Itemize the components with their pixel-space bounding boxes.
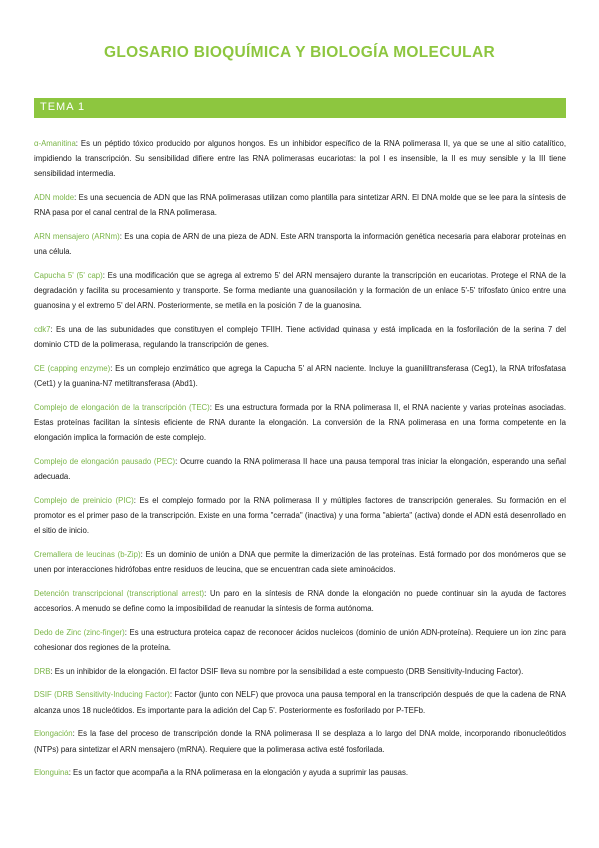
section-banner	[34, 98, 566, 118]
glossary-entry	[34, 322, 566, 352]
glossary-definition: : Es el complejo formado por la RNA polimerasa II y múltiples factores de transcripción generales. Su formación en el promotor es el primer paso de la transcripción. Existe en una forma "cerrada" (inactiva) y una forma "abierta" (activa) donde el ADN está desenrollado en el sitio de inicio.	[34, 495, 566, 536]
glossary-entry	[34, 361, 566, 391]
glossary-entry	[34, 664, 566, 679]
glossary-term: Complejo de elongación de la transcripción (TEC)	[34, 402, 210, 412]
glossary-term: CE (capping enzyme)	[34, 363, 111, 373]
glossary-entry	[34, 400, 566, 446]
glossary-term: Cremallera de leucinas (b-Zip)	[34, 549, 141, 559]
glossary-term: α-Amanitina	[34, 139, 76, 148]
glossary-definition: : Factor (junto con NELF) que provoca una pausa temporal en la transcripción después de que la cadena de RNA alcanza unos 18 nucleótidos. Es importante para la adición del Cap 5'. Posteriormente es fosforilado por P-TEFb.	[34, 690, 566, 715]
glossary-definition: : Ocurre cuando la RNA polimerasa II hace una pausa temporal tras iniciar la elongación, esperando una señal adecuada.	[34, 456, 566, 482]
glossary-entry	[34, 687, 566, 717]
glossary-definition: : Es una copia de ARN de una pieza de ADN. Este ARN transporta la información genética necesaria para elaborar proteínas en una célula.	[34, 232, 566, 257]
glossary-list	[34, 136, 566, 789]
glossary-term: Detención transcripcional (transcriptional arrest)	[34, 588, 205, 598]
glossary-term: ARN mensajero (ARNm)	[34, 232, 120, 242]
glossary-entry	[34, 547, 566, 577]
glossary-definition: : Es la fase del proceso de transcripción donde la RNA polimerasa II se desplaza a lo largo del DNA molde, incorporando ribonucleótidos (NTPs) para sintetizar el ARN mensajero (mRNA). Requiere que la polimerasa activa esté fosforilada.	[34, 729, 566, 754]
glossary-definition: : Un paro en la síntesis de RNA donde la elongación no puede continuar sin la ayuda de factores accesorios. A menudo se define como la imposibilidad de reanudar la síntesis de forma autónoma.	[34, 588, 566, 614]
glossary-entry	[34, 765, 566, 780]
glossary-term: Capucha 5' (5' cap)	[34, 270, 103, 280]
section-heading: TEMA 1	[40, 101, 86, 113]
glossary-term: Complejo de elongación pausado (PEC)	[34, 456, 176, 466]
glossary-entry	[34, 726, 566, 756]
glossary-term: Elongación	[34, 729, 73, 739]
glossary-term: DSIF (DRB Sensitivity-Inducing Factor)	[34, 690, 170, 700]
glossary-definition: : Es un complejo enzimático que agrega la Capucha 5' al ARN naciente. Incluye la guanililtransferasa (Ceg1), la RNA trifosfatasa (Cet1) y la guanina-N7 metiltransferasa (Abd1).	[34, 363, 566, 389]
glossary-entry	[34, 586, 566, 616]
glossary-definition: : Es una modificación que se agrega al extremo 5' del ARN mensajero durante la transcripción en eucariotas. Protege el RNA de la degradación y facilita su procesamiento y transporte. Se forma mediante una guanosilación y la formación de un enlace 5'-5' trifosfato único entre una guanosina y el extremo 5' del ARN. Posteriormente, se metila en la posición 7 de la guanosina.	[34, 270, 567, 311]
glossary-term: DRB	[34, 666, 51, 676]
glossary-definition: : Es una estructura formada por la RNA polimerasa II, el RNA naciente y varias proteínas asociadas. Estas proteínas facilitan la síntesis eficiente de RNA durante la elongación. La conversión de la RNA polimerasa en una forma competente en la elongación implica la formación de este complejo.	[34, 402, 566, 443]
glossary-entry	[34, 229, 566, 259]
document-title: GLOSARIO BIOQUÍMICA Y BIOLOGÍA MOLECULAR	[104, 44, 495, 61]
glossary-entry	[34, 625, 566, 655]
glossary-definition: : Es un péptido tóxico producido por algunos hongos. Es un inhibidor específico de la RNA polimerasa II, ya que se une al sitio catalítico, impidiendo la transcripción. Su sensibilidad difiere entre las RNA polimerasas eucariotas: la pol I es insensible, la II es muy sensible y la III tiene sensibilidad intermedia.	[34, 139, 566, 179]
glossary-definition: : Es una secuencia de ADN que las RNA polimerasas utilizan como plantilla para sintetizar ARN. El DNA molde que se lee para la síntesis de RNA pasa por el canal central de la RNA polimerasa.	[34, 193, 566, 218]
glossary-term: Dedo de Zinc (zinc-finger)	[34, 627, 125, 637]
glossary-term: ADN molde	[34, 193, 75, 203]
glossary-entry	[34, 190, 566, 220]
glossary-term: cdk7	[34, 325, 51, 335]
glossary-definition: : Es un factor que acompaña a la RNA polimerasa en la elongación y ayuda a suprimir las pausas.	[68, 768, 409, 778]
glossary-definition: : Es un inhibidor de la elongación. El factor DSIF lleva su nombre por la sensibilidad a este compuesto (DRB Sensitivity-Inducing Factor).	[50, 666, 524, 676]
glossary-definition: : Es un dominio de unión a DNA que permite la dimerización de las proteínas. Está formado por dos monómeros que se unen por interacciones hidrófobas entre residuos de leucina, que se encuentran cada siete aminoácidos.	[34, 549, 566, 575]
glossary-term: Complejo de preinicio (PIC)	[34, 495, 134, 505]
glossary-definition: : Es una de las subunidades que constituyen el complejo TFIIH. Tiene actividad quinasa y está implicada en la fosforilación de la serina 7 del dominio CTD de la polimerasa, regulando la transcripción de genes.	[34, 325, 566, 350]
glossary-term: Elonguina	[34, 768, 69, 778]
glossary-entry	[34, 454, 566, 484]
glossary-definition: : Es una estructura proteica capaz de reconocer ácidos nucleicos (dominio de unión ADN-proteína). Requiere un ion zinc para cohesionar dos regiones de la proteína.	[34, 627, 567, 652]
glossary-entry	[34, 136, 566, 182]
glossary-entry	[34, 268, 566, 314]
glossary-entry	[34, 493, 566, 539]
